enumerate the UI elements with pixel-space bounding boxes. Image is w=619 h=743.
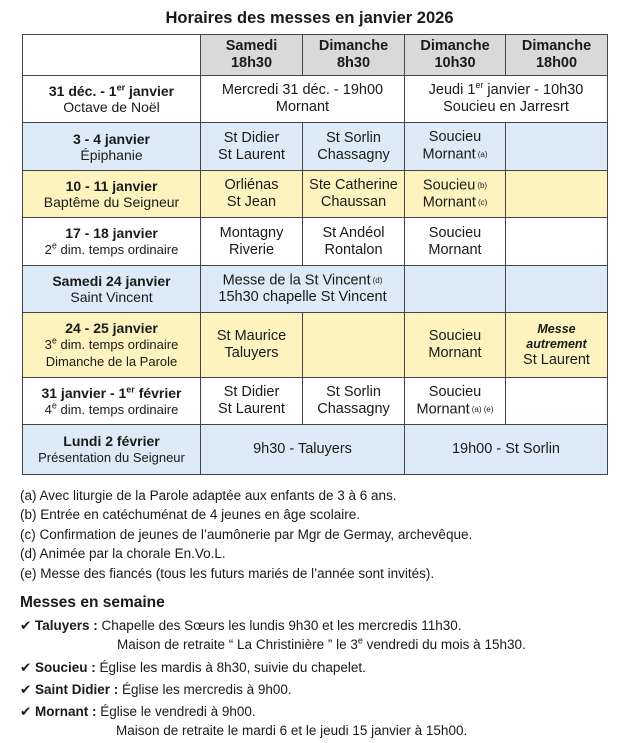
page-title: Horaires des messes en janvier 2026 bbox=[165, 9, 454, 27]
cell-sunday-1800 bbox=[506, 123, 608, 171]
cell-right bbox=[405, 425, 608, 475]
cell-line: St Didier bbox=[223, 129, 280, 146]
cell-sunday-1030 bbox=[405, 266, 506, 313]
weekday-saint-didier bbox=[20, 680, 615, 699]
date-text: Samedi 24 janvier bbox=[52, 273, 171, 289]
feast-name: dim. temps ordinaire bbox=[56, 401, 179, 417]
row-date bbox=[23, 313, 201, 378]
footnote-e: (e) Messe des fiancés (tous les futurs mariés de l’année sont invités). bbox=[20, 565, 435, 581]
mass-schedule-table bbox=[22, 34, 608, 475]
feast-name: Épiphanie bbox=[80, 146, 143, 163]
feast-name: Baptême du Seigneur bbox=[43, 194, 180, 210]
date-text: 31 janvier - 1 bbox=[41, 384, 127, 401]
footnote-a: (a) Avec liturgie de la Parole adaptée aux enfants de 3 à 6 ans. bbox=[20, 488, 397, 503]
cell-line: St Didier bbox=[223, 384, 280, 400]
feast-name: Saint Vincent bbox=[70, 289, 153, 305]
row-date bbox=[23, 76, 201, 123]
header-sunday-1800 bbox=[506, 35, 608, 76]
cell-line: Soucieu bbox=[428, 129, 482, 146]
feast-name: dim. temps ordinaire bbox=[56, 337, 179, 352]
weekday-text: Église le vendredi à 9h00. bbox=[100, 704, 256, 720]
cell-sunday-1800 bbox=[506, 313, 608, 378]
date-text: janvier bbox=[125, 83, 175, 99]
checkmark-icon: ✔ bbox=[20, 704, 32, 720]
row-date bbox=[23, 171, 201, 218]
cell-line: autrement bbox=[526, 336, 587, 351]
row-dimanche-parole bbox=[23, 313, 608, 378]
cell-line: Taluyers bbox=[224, 345, 279, 361]
cell-saturday bbox=[201, 123, 303, 171]
cell-line: Mornant bbox=[422, 194, 476, 211]
row-bapteme bbox=[23, 171, 608, 218]
cell-sunday-1800 bbox=[506, 266, 608, 313]
weekday-taluyers bbox=[20, 616, 615, 635]
row-4e-dimanche bbox=[23, 378, 608, 425]
cell-line: Chassagny bbox=[317, 401, 390, 417]
cell-line: Ste Catherine bbox=[309, 177, 398, 193]
header-sunday-1030 bbox=[405, 35, 506, 76]
cell-line: Mercredi 31 déc. - 19h00 bbox=[221, 82, 384, 98]
weekday-title: Messes en semaine bbox=[20, 594, 165, 611]
cell-line: St Sorlin bbox=[326, 129, 381, 146]
row-date bbox=[23, 218, 201, 266]
header-time: 18h30 bbox=[230, 55, 273, 71]
row-date bbox=[23, 425, 201, 475]
cell-line: 9h30 - Taluyers bbox=[253, 441, 352, 457]
place-label: Taluyers : bbox=[35, 618, 98, 633]
cell-line: St Laurent bbox=[218, 401, 285, 417]
cell-line: Jeudi 1 bbox=[428, 82, 476, 98]
feast-name: dim. temps ordinaire bbox=[56, 242, 179, 257]
cell-line: Messe de la St Vincent bbox=[222, 272, 371, 289]
cell-line: 19h00 - St Sorlin bbox=[451, 441, 560, 457]
cell-line: janvier - 10h30 bbox=[483, 82, 584, 98]
feast-name: 4 bbox=[44, 401, 52, 417]
date-text: Lundi 2 février bbox=[63, 433, 160, 449]
footnote-c: (c) Confirmation de jeunes de l’aumônerie par Mgr de Germay, archevêque. bbox=[20, 526, 473, 542]
feast-name: Présentation du Seigneur bbox=[38, 450, 185, 465]
date-text: 10 - 11 janvier bbox=[65, 178, 158, 194]
cell-line: St Laurent bbox=[523, 351, 590, 368]
cell-line: Soucieu bbox=[422, 177, 476, 193]
cell-line: Rontalon bbox=[324, 241, 383, 258]
header-day: Dimanche bbox=[521, 38, 592, 54]
date-sup: er bbox=[116, 82, 126, 93]
date-text: 17 - 18 janvier bbox=[65, 225, 158, 241]
row-2e-dimanche bbox=[23, 218, 608, 266]
weekday-mornant-2 bbox=[20, 721, 615, 740]
cell-saturday bbox=[201, 171, 303, 218]
cell-sunday-0830 bbox=[303, 378, 405, 425]
place-label: Soucieu : bbox=[35, 659, 96, 675]
feast-sup: e bbox=[51, 400, 57, 411]
cell-line: 15h30 chapelle St Vincent bbox=[218, 289, 387, 306]
cell-right bbox=[405, 76, 608, 123]
header-day: Dimanche bbox=[420, 38, 490, 54]
cell-line: Chassagny bbox=[317, 146, 390, 163]
weekday-sup: e bbox=[357, 635, 363, 646]
date-sup: er bbox=[126, 383, 135, 394]
date-text: février bbox=[134, 384, 182, 401]
footnote-ref: (d) bbox=[372, 275, 383, 285]
row-octave-noel bbox=[23, 76, 608, 123]
row-date bbox=[23, 378, 201, 425]
weekday-masses bbox=[20, 616, 615, 741]
feast-sup: e bbox=[51, 240, 57, 251]
footnote-b: (b) Entrée en catéchuménat de 4 jeunes en âge scolaire. bbox=[20, 507, 360, 523]
cell-line: Mornant bbox=[428, 241, 482, 258]
row-saint-vincent bbox=[23, 266, 608, 313]
cell-saturday bbox=[201, 378, 303, 425]
cell-line: Mornant bbox=[422, 146, 476, 163]
place-label: Saint Didier : bbox=[35, 681, 119, 697]
cell-line: St Andéol bbox=[322, 224, 385, 241]
cell-line: Soucieu bbox=[428, 328, 482, 344]
cell-sup: er bbox=[475, 80, 484, 91]
cell-line: Soucieu en Jarresrt bbox=[443, 99, 569, 115]
date-text: 24 - 25 janvier bbox=[65, 320, 158, 336]
weekday-text: Église les mercredis à 9h00. bbox=[122, 681, 292, 697]
checkmark-icon: ✔ bbox=[20, 618, 32, 633]
cell-saint-vincent bbox=[201, 266, 405, 313]
row-date bbox=[23, 123, 201, 171]
weekday-text: Église les mardis à 8h30, suivie du chapelet. bbox=[99, 659, 366, 675]
cell-line: St Laurent bbox=[218, 146, 285, 163]
feast-sup: e bbox=[51, 335, 57, 346]
weekday-mornant bbox=[20, 702, 615, 721]
cell-line: St Maurice bbox=[216, 328, 287, 344]
cell-sunday-1030 bbox=[405, 171, 506, 218]
cell-left bbox=[201, 425, 405, 475]
cell-sunday-0830 bbox=[303, 218, 405, 266]
footnote-d: (d) Animée par la chorale En.Vo.L. bbox=[20, 546, 226, 562]
cell-line: Riverie bbox=[228, 241, 275, 258]
cell-line: Soucieu bbox=[428, 224, 482, 241]
cell-saturday bbox=[201, 313, 303, 378]
cell-line: Montagny bbox=[219, 224, 284, 241]
header-sunday-0830 bbox=[303, 35, 405, 76]
weekday-soucieu bbox=[20, 658, 615, 677]
cell-sunday-1030 bbox=[405, 218, 506, 266]
header-corner bbox=[23, 35, 201, 76]
footnote-ref: (b) bbox=[477, 180, 488, 190]
date-text: 31 déc. - 1 bbox=[48, 83, 117, 99]
cell-left bbox=[201, 76, 405, 123]
header-saturday-1830 bbox=[201, 35, 303, 76]
header-day: Samedi bbox=[225, 38, 278, 54]
cell-line: St Jean bbox=[226, 194, 277, 210]
header-time: 8h30 bbox=[336, 55, 371, 71]
footnote-ref: (a) bbox=[477, 150, 488, 160]
header-time: 18h00 bbox=[535, 55, 578, 71]
cell-sunday-1030 bbox=[405, 123, 506, 171]
checkmark-icon: ✔ bbox=[20, 681, 32, 697]
feast-name: Dimanche de la Parole bbox=[45, 354, 178, 369]
weekday-taluyers-2 bbox=[20, 635, 615, 654]
cell-sunday-1800 bbox=[506, 218, 608, 266]
weekday-text: Maison de retraite le mardi 6 et le jeudi 15 janvier à 15h00. bbox=[116, 723, 468, 739]
row-presentation bbox=[23, 425, 608, 475]
row-epiphanie bbox=[23, 123, 608, 171]
header-time: 10h30 bbox=[434, 55, 476, 71]
date-text: 3 - 4 janvier bbox=[72, 130, 151, 147]
feast-name: 3 bbox=[44, 337, 52, 352]
cell-saturday bbox=[201, 218, 303, 266]
weekday-text: Chapelle des Sœurs les lundis 9h30 et les mercredis 11h30. bbox=[101, 618, 462, 633]
cell-line: Messe bbox=[537, 321, 576, 336]
cell-line: Mornant bbox=[416, 401, 470, 418]
cell-line: Mornant bbox=[428, 345, 482, 361]
footnote-ref: (c) bbox=[477, 198, 488, 207]
feast-name: 2 bbox=[44, 242, 52, 257]
footnotes bbox=[20, 486, 610, 583]
cell-sunday-1030 bbox=[405, 313, 506, 378]
feast-name: Octave de Noël bbox=[63, 99, 160, 115]
header-row bbox=[23, 35, 608, 76]
row-date bbox=[23, 266, 201, 313]
footnote-ref: (a) (e) bbox=[471, 404, 494, 414]
cell-sunday-0830 bbox=[303, 123, 405, 171]
weekday-text: vendredi du mois à 15h30. bbox=[362, 637, 526, 653]
cell-sunday-1030 bbox=[405, 378, 506, 425]
cell-line: St Sorlin bbox=[326, 384, 381, 400]
cell-line: Mornant bbox=[275, 99, 330, 115]
cell-sunday-0830 bbox=[303, 171, 405, 218]
weekday-text: Maison de retraite “ La Christinière ” le 3 bbox=[117, 637, 358, 653]
cell-line: Chaussan bbox=[320, 194, 387, 210]
place-label: Mornant : bbox=[35, 704, 97, 720]
cell-line: Soucieu bbox=[428, 383, 482, 400]
cell-line: Orliénas bbox=[224, 177, 279, 193]
header-day: Dimanche bbox=[318, 38, 389, 54]
cell-sunday-1800 bbox=[506, 171, 608, 218]
cell-sunday-0830 bbox=[303, 313, 405, 378]
checkmark-icon: ✔ bbox=[20, 659, 32, 675]
cell-sunday-1800 bbox=[506, 378, 608, 425]
